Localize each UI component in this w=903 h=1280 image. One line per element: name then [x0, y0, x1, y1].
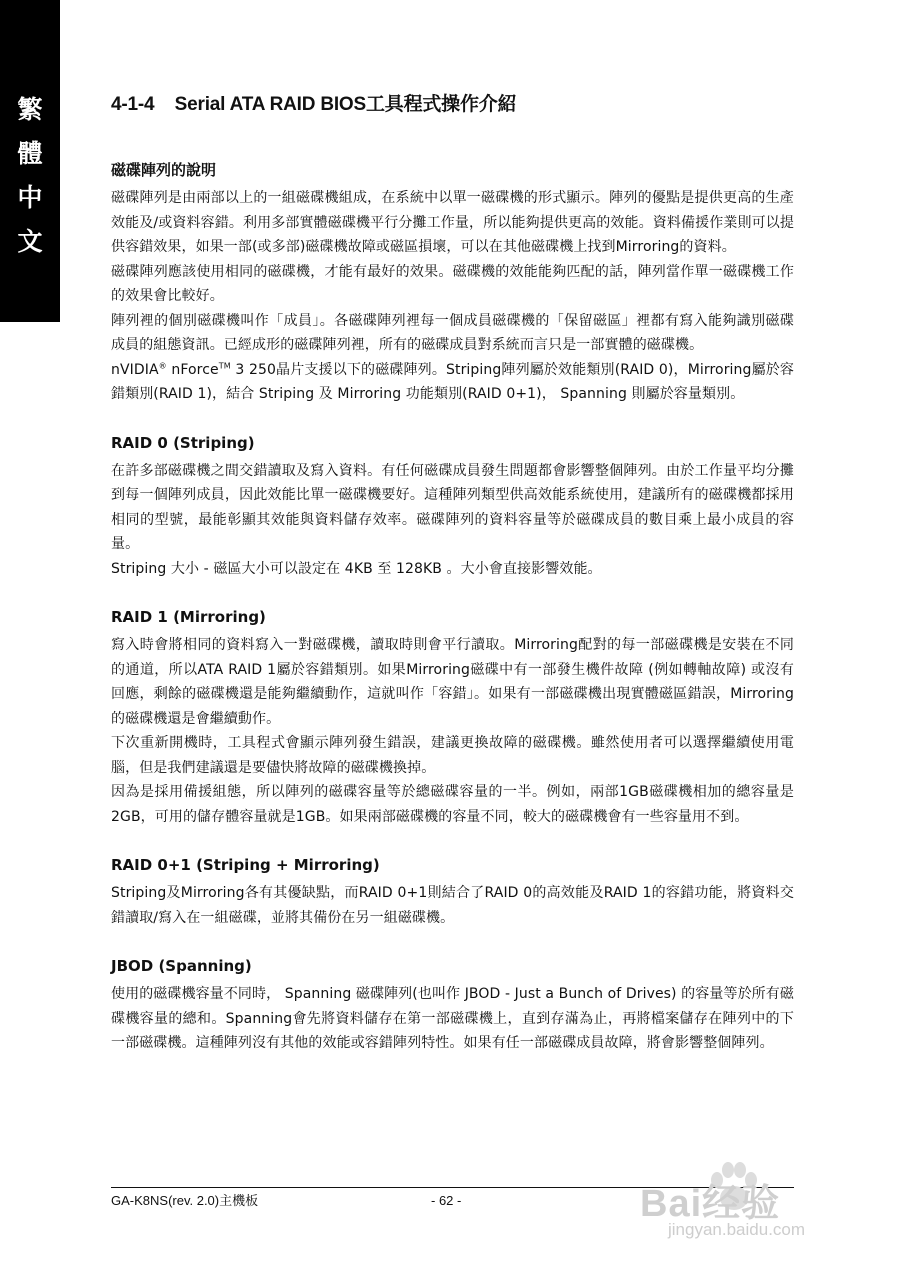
paragraph-nvidia-support: [111, 358, 794, 407]
section-jbod: [111, 954, 794, 1056]
section-raid0: [111, 431, 794, 582]
paragraph: Striping 大小 - 磁區大小可以設定在 4KB 至 128KB 。大小會直接影響效能。: [111, 560, 602, 577]
side-tab-char: 中: [17, 183, 43, 212]
paragraph: 陣列裡的個別磁碟機叫作「成員」。各磁碟陣列裡每一個成員磁碟機的「保留磁區」裡都有寫入能夠識別磁碟成員的組態資訊。已經成形的磁碟陣列裡，所有的磁碟成員對系統而言只是一部實體的磁碟機。: [111, 312, 794, 353]
page-content: [111, 90, 794, 1080]
side-tab-char: 繁: [17, 95, 43, 124]
footer-model: GA-K8NS(rev. 2.0)主機板: [111, 1193, 259, 1208]
paragraph-text: 3 250晶片支援以下的磁碟陣列。Striping陣列屬於效能類別(RAID 0)，Mirroring屬於容錯類別(RAID 1)，結合 Striping 及 Mirroring 功能類別(RAID 0+1)， Spanning 則屬於容量類別。: [111, 361, 794, 402]
paragraph: 磁碟陣列應該使用相同的磁碟機，才能有最好的效果。磁碟機的效能能夠匹配的話，陣列當作單一磁碟機工作的效果會比較好。: [111, 263, 794, 304]
watermark-url: jingyan.baidu.com: [668, 1220, 806, 1239]
section-heading: RAID 0+1 (Striping + Mirroring): [111, 856, 380, 874]
registered-mark: ®: [158, 360, 167, 370]
page-title: 4-1-4 Serial ATA RAID BIOS工具程式操作介紹: [111, 94, 517, 115]
side-tab-char: 文: [17, 227, 43, 256]
side-tab-char: 體: [17, 139, 43, 168]
paragraph: 下次重新開機時，工具程式會顯示陣列發生錯誤，建議更換故障的磁碟機。雖然使用者可以選擇繼續使用電腦，但是我們建議還是要儘快將故障的磁碟機換掉。: [111, 735, 794, 776]
paragraph: Striping及Mirroring各有其優缺點，而RAID 0+1則結合了RAID 0的高效能及RAID 1的容錯功能，將資料交錯讀取/寫入在一組磁碟，並將其備份在另一組磁碟機。: [111, 885, 794, 926]
brand-name: nVIDIA: [111, 361, 159, 378]
section-heading: RAID 1 (Mirroring): [111, 608, 266, 626]
paragraph: 寫入時會將相同的資料寫入一對磁碟機，讀取時則會平行讀取。Mirroring配對的每一部磁碟機是安裝在不同的通道，所以ATA RAID 1屬於容錯類別。如果Mirroring磁碟中有一部發生機件故障 (例如轉軸故障) 或沒有回應，剩餘的磁碟機還是能夠繼續動作，這就叫作「容錯」。如果有一部磁碟機出現實體磁區錯誤，Mirroring的磁碟機還是會繼續動作。: [111, 637, 794, 727]
trademark-mark: TM: [218, 360, 231, 370]
section-disk-array-intro: [111, 158, 794, 407]
section-raid1: [111, 605, 794, 829]
page-number: - 62 -: [431, 1193, 462, 1208]
paragraph: 因為是採用備援組態，所以陣列的磁碟容量等於總磁碟容量的一半。例如，兩部1GB磁碟機相加的總容量是2GB，可用的儲存體容量就是1GB。如果兩部磁碟機的容量不同，較大的磁碟機會有一些容量用不到。: [111, 784, 794, 825]
product-name: nForce: [166, 361, 219, 378]
section-heading: JBOD (Spanning): [111, 957, 252, 975]
paragraph: 磁碟陣列是由兩部以上的一組磁碟機組成，在系統中以單一磁碟機的形式顯示。陣列的優點是提供更高的生產效能及/或資料容錯。利用多部實體磁碟機平行分攤工作量，所以能夠提供更高的效能。資料備援作業則可以提供容錯效果，如果一部(或多部)磁碟機故障或磁區損壞，可以在其他磁碟機上找到Mirroring的資料。: [111, 190, 794, 255]
section-raid01: [111, 853, 794, 930]
language-side-tab: [0, 0, 60, 322]
section-heading: 磁碟陣列的說明: [111, 161, 217, 179]
paragraph: 使用的磁碟機容量不同時， Spanning 磁碟陣列(也叫作 JBOD - Just a Bunch of Drives) 的容量等於所有磁碟機容量的總和。Spanning會先將資料儲存在第一部磁碟機上，直到存滿為止，再將檔案儲存在陣列中的下一部磁碟機。這種陣列沒有其他的效能或容錯陣列特性。如果有任一部磁碟成員故障，將會影響整個陣列。: [111, 986, 794, 1051]
paragraph: 在許多部磁碟機之間交錯讀取及寫入資料。有任何磁碟成員發生問題都會影響整個陣列。由於工作量平均分攤到每一個陣列成員，因此效能比單一磁碟機要好。這種陣列類型供高效能系統使用，建議所有的磁碟機都採用相同的型號，最能彰顯其效能與資料儲存效率。磁碟陣列的資料容量等於磁碟成員的數目乘上最小成員的容量。: [111, 462, 794, 552]
watermark-logo: Bai经验: [640, 1183, 781, 1225]
section-heading: RAID 0 (Striping): [111, 433, 255, 452]
baidu-watermark: [640, 1160, 870, 1250]
